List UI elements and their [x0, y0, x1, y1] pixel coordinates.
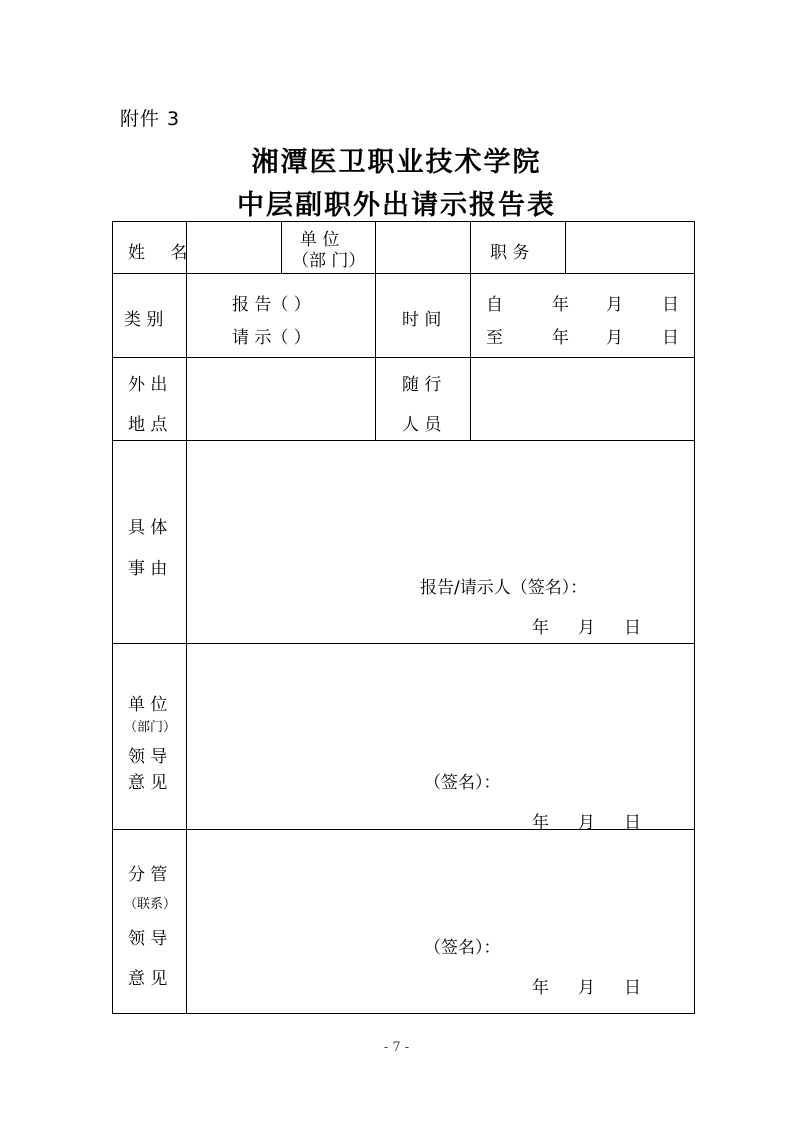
supervisor-signature-label: （签名）： [424, 938, 501, 958]
name-label: 姓 名 [128, 243, 198, 263]
column-divider [470, 221, 471, 273]
request-option[interactable]: 请 示（ ） [232, 328, 311, 348]
companion-field[interactable] [471, 358, 693, 439]
position-field[interactable] [566, 222, 693, 272]
unit-field[interactable] [376, 222, 469, 272]
reason-field[interactable] [188, 441, 693, 561]
time-from-label: 自 [486, 295, 503, 315]
unit-leader-opinion-field[interactable] [188, 644, 693, 764]
unit-leader-label: 单 位 [128, 695, 168, 715]
unit-leader-label-4: 意 见 [128, 773, 168, 793]
unit-leader-date-year[interactable]: 年 [532, 813, 549, 833]
unit-leader-label-dept: （部门） [124, 720, 177, 735]
destination-label: 外 出 [128, 375, 168, 395]
row-divider [112, 273, 695, 274]
column-divider [281, 221, 282, 273]
supervisor-label-contact: （联系） [124, 897, 177, 912]
companion-label-2: 人 员 [402, 415, 442, 435]
page-subtitle: 中层副职外出请示报告表 [237, 190, 556, 221]
supervisor-opinion-field[interactable] [188, 830, 693, 930]
supervisor-date-month[interactable]: 月 [578, 978, 595, 998]
destination-field[interactable] [188, 358, 374, 439]
reporter-signature-label: 报告/请示人（签名）： [420, 578, 588, 598]
page-number: - 7 - [383, 1040, 410, 1055]
unit-leader-signature-label: （签名）： [424, 773, 501, 793]
report-option[interactable]: 报 告（ ） [232, 295, 311, 315]
supervisor-date-year[interactable]: 年 [532, 978, 549, 998]
table-border-left [112, 221, 113, 1014]
time-from-day[interactable]: 日 [662, 295, 679, 315]
name-field[interactable] [188, 222, 280, 272]
time-label: 时 间 [402, 310, 442, 330]
supervisor-date-day[interactable]: 日 [624, 978, 641, 998]
time-to-label: 至 [486, 328, 503, 348]
supervisor-label-3: 领 导 [128, 929, 168, 949]
reason-label: 具 体 [128, 518, 168, 538]
time-to-day[interactable]: 日 [662, 328, 679, 348]
reason-date-month[interactable]: 月 [578, 618, 595, 638]
supervisor-label-4: 意 见 [128, 969, 168, 989]
table-border-right [694, 221, 695, 1014]
reason-date-day[interactable]: 日 [624, 618, 641, 638]
reason-label-2: 事 由 [128, 559, 168, 579]
reason-date-year[interactable]: 年 [532, 618, 549, 638]
position-label: 职 务 [490, 243, 530, 263]
time-to-month[interactable]: 月 [606, 328, 623, 348]
unit-leader-date-day[interactable]: 日 [624, 813, 641, 833]
time-from-month[interactable]: 月 [606, 295, 623, 315]
page-title: 湘潭医卫职业技术学院 [251, 147, 542, 178]
table-border-bottom [112, 1013, 695, 1014]
destination-label-2: 地 点 [128, 415, 168, 435]
attachment-label: 附件 3 [120, 108, 181, 130]
unit-leader-date-month[interactable]: 月 [578, 813, 595, 833]
column-divider [186, 221, 187, 1014]
time-to-year[interactable]: 年 [552, 328, 569, 348]
category-label: 类 别 [124, 310, 164, 330]
time-from-year[interactable]: 年 [552, 295, 569, 315]
unit-leader-label-3: 领 导 [128, 747, 168, 767]
unit-label-dept: （部 门） [292, 251, 366, 271]
supervisor-label: 分 管 [128, 865, 168, 885]
companion-label: 随 行 [402, 375, 442, 395]
unit-label: 单 位 [300, 230, 340, 250]
